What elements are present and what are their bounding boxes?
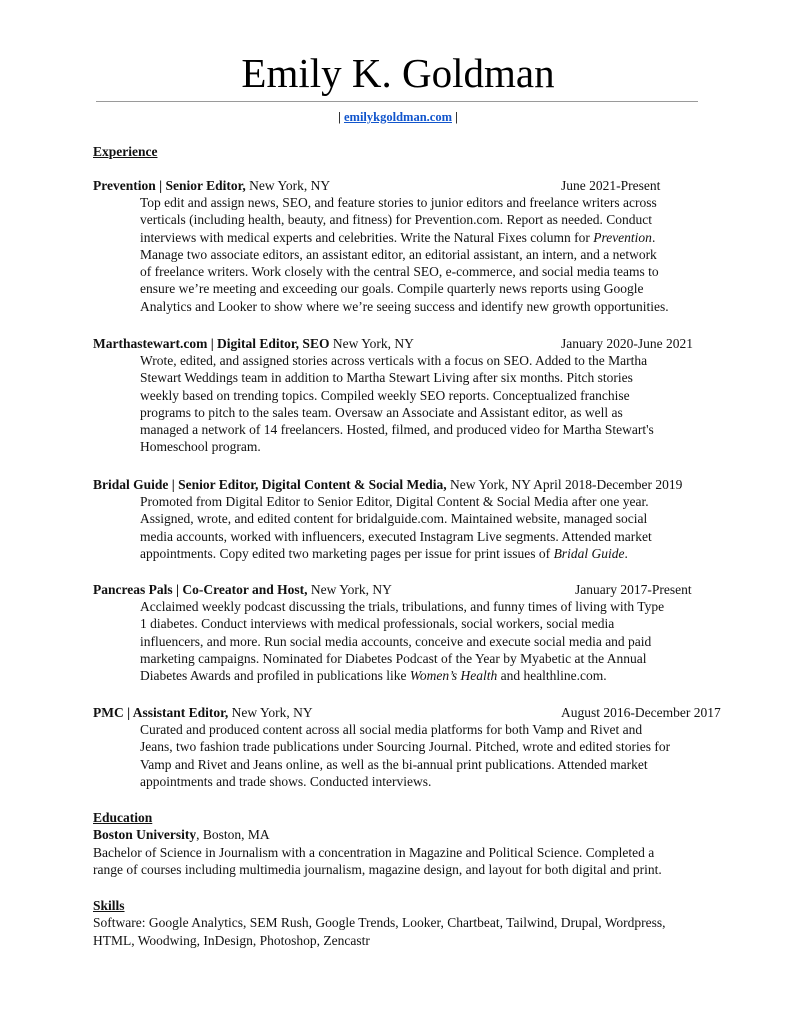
description-line: Analytics and Looker to show where we’re seeing success and identify new growth opportunities. [140,298,669,314]
experience-description [140,194,705,315]
employer-title: Prevention | Senior Editor, [93,178,246,193]
description-text: and healthline.com. [497,668,607,684]
employment-dates: January 2017-Present [575,582,692,597]
experience-entry-header [93,704,721,722]
description-line: 1 diabetes. Conduct interviews with medical professionals, social workers, social media [140,616,615,632]
publication-title: Bridal Guide [553,545,625,561]
description-line: Acclaimed weekly podcast discussing the trials, tribulations, and funny times of living with Type [140,599,665,614]
employer-location: New York, NY [329,336,414,351]
skills-heading: Skills [93,898,125,913]
description-line [140,667,705,684]
description-line: of freelance writers. Work closely with the central SEO, e-commerce, and social media teams to [140,264,659,280]
employer-location: New York, NY [446,477,531,492]
description-line: influencers, and more. Run social media accounts, conceive and execute social media and paid [140,633,652,649]
website-link[interactable]: emilykgoldman.com [344,110,452,124]
publication-title: Prevention [593,229,652,245]
employer-title: Marthastewart.com | Digital Editor, SEO [93,336,330,351]
contact-prefix: | [338,110,344,124]
contact-line [0,109,796,125]
experience-entry-header [93,476,703,494]
experience-heading: Experience [93,144,158,159]
school-location: , Boston, MA [196,827,270,842]
description-line: Top edit and assign news, SEO, and feature stories to junior editors and freelance writers across [140,195,657,210]
description-line: verticals (including health, beauty, and fitness) for Prevention.com. Report as needed. Conduct [140,212,652,228]
employer-location: New York, NY [228,705,313,720]
experience-entry-header [93,177,703,195]
skills-block [93,914,705,949]
education-line: range of courses including multimedia journalism, magazine design, and layout for both digital and print. [93,862,662,877]
description-line: Jeans, two fashion trade publications under Sourcing Journal. Pitched, wrote and edited stories for [140,739,671,755]
description-text: Diabetes Awards and profiled in publications like [140,668,410,684]
experience-description [140,352,705,456]
employer-location: New York, NY [245,178,331,193]
description-period: . [651,229,656,245]
employment-dates-text: April 2018-December 2019 [533,477,683,492]
description-line: managed a network of 14 freelancers. Hosted, filmed, and produced video for Martha Stewart's [140,422,654,438]
experience-entry-header [93,581,703,599]
employer-title: Bridal Guide | Senior Editor, Digital Content & Social Media, [93,477,447,492]
skills-line: Software: Google Analytics, SEM Rush, Google Trends, Looker, Chartbeat, Tailwind, Drupal, Wordpress, [93,915,666,930]
employment-dates [531,477,683,492]
description-line: appointments and trade shows. Conducted interviews. [140,773,432,789]
employment-dates: August 2016-December 2017 [561,705,721,720]
experience-description [140,598,705,684]
description-line: Homeschool program. [140,439,261,455]
description-line: Wrote, edited, and assigned stories across verticals with a focus on SEO. Added to the Martha [140,353,648,368]
description-line: media accounts, worked with influencers, executed Instagram Live segments. Attended market [140,528,652,544]
education-school-line [93,826,705,844]
employment-dates: June 2021-Present [561,178,661,193]
header-divider [96,101,698,102]
education-block [93,826,705,879]
employment-dates: January 2020-June 2021 [561,336,693,351]
description-text: appointments. Copy edited two marketing pages per issue for print issues of [140,545,554,561]
education-line: Bachelor of Science in Journalism with a concentration in Magazine and Political Science. Completed a [93,844,655,860]
description-line [140,545,705,562]
description-text: interviews with medical experts and celebrities. Write the Natural Fixes column for [140,229,594,245]
description-line: Assigned, wrote, and edited content for bridalguide.com. Maintained website, managed social [140,511,648,527]
contact-suffix: | [451,110,458,124]
employer-title: PMC | Assistant Editor, [93,705,229,720]
experience-description [140,493,705,562]
education-heading: Education [93,810,153,825]
skills-line: HTML, Woodwing, InDesign, Photoshop, Zencastr [93,932,370,948]
experience-description [140,721,705,790]
employer-location: New York, NY [307,582,392,597]
employer-title: Pancreas Pals | Co-Creator and Host, [93,582,308,597]
description-line: Stewart Weddings team in addition to Martha Stewart Living after six months. Pitch stories [140,370,633,386]
description-period: . [624,545,628,561]
description-line: Vamp and Rivet and Jeans online, as well as the bi-annual print publications. Attended market [140,756,648,772]
description-line [140,229,705,246]
publication-title: Women’s Health [409,668,498,684]
description-line: ensure we’re meeting and exceeding our goals. Compile quarterly news reports using Google [140,281,644,297]
description-line: weekly based on trending topics. Compiled weekly SEO reports. Conceptualized franchise [140,387,630,403]
description-line: Curated and produced content across all social media platforms for both Vamp and Rivet and [140,722,643,737]
page-title: Emily K. Goldman [241,50,555,96]
description-line: marketing campaigns. Nominated for Diabetes Podcast of the Year by Myabetic at the Annual [140,650,647,666]
school-name: Boston University [93,827,197,842]
description-line: Promoted from Digital Editor to Senior Editor, Digital Content & Social Media after one year. [140,494,649,509]
description-line: programs to pitch to the sales team. Oversaw an Associate and Assistant editor, as well as [140,404,623,420]
description-line: Manage two associate editors, an assistant editor, an editorial assistant, an intern, and a network [140,246,657,262]
experience-entry-header [93,335,703,353]
